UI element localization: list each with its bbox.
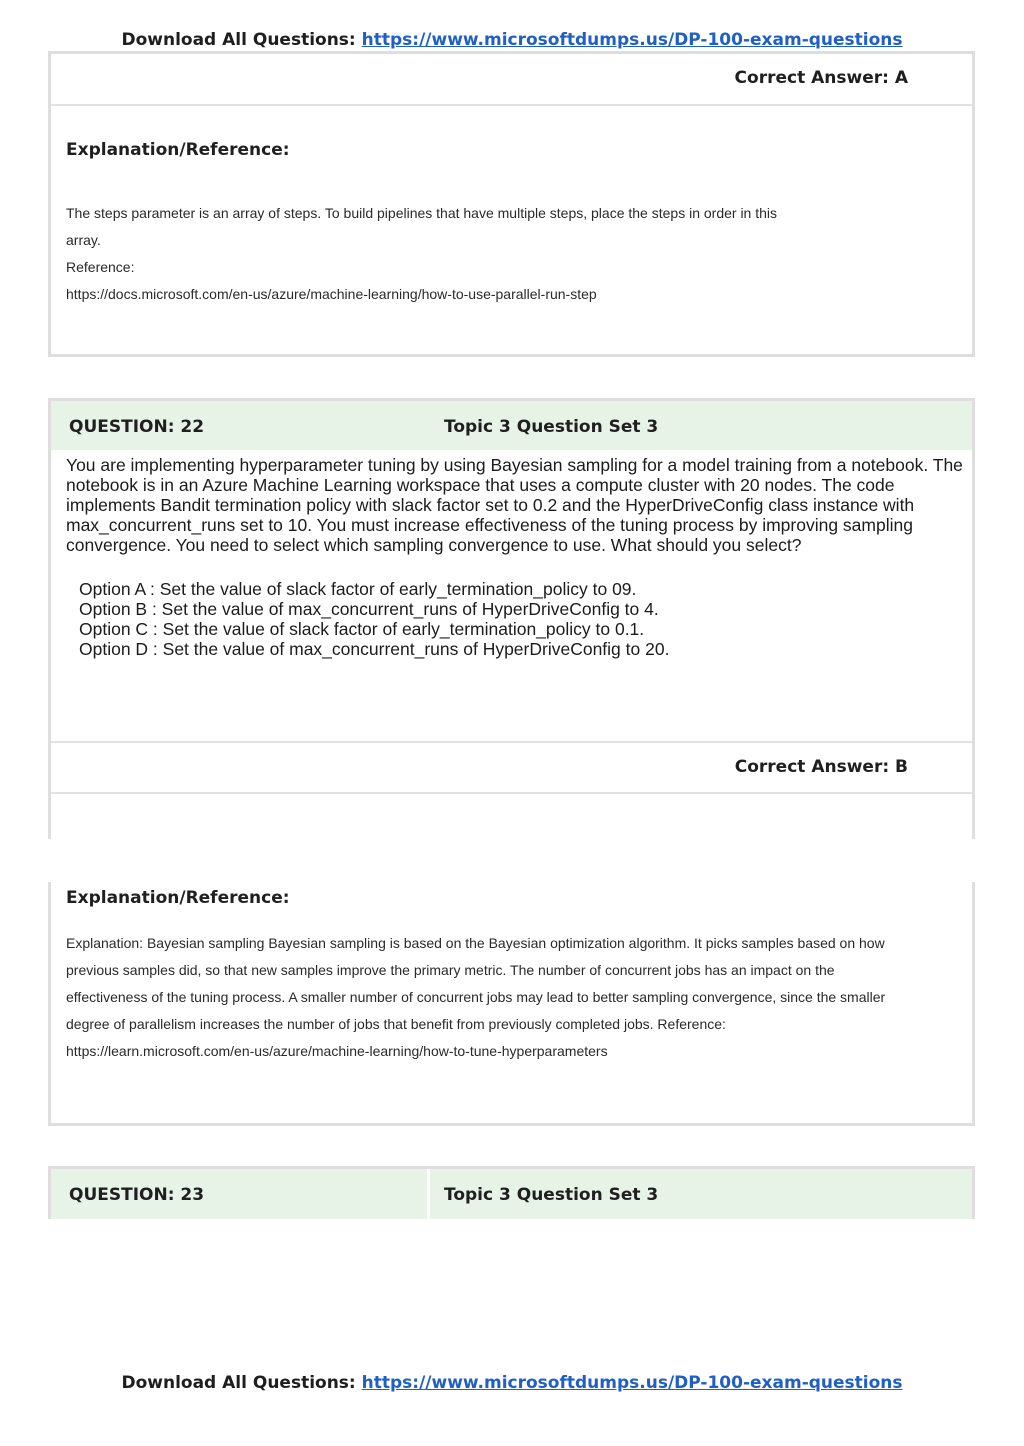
question-23-box	[48, 1166, 975, 1219]
footer-download-link[interactable]: https://www.microsoftdumps.us/DP-100-exam-questions	[361, 1373, 903, 1393]
explanation-line: degree of parallelism increases the number of jobs that benefit from previously completed jobs. Reference:	[66, 1016, 726, 1032]
question-line: notebook is in an Azure Machine Learning workspace that uses a compute cluster with 20 nodes. The code	[66, 475, 895, 495]
header-separator	[427, 1169, 430, 1219]
explanation-line: previous samples did, so that new samples improve the primary metric. The number of concurrent jobs has an impact on the	[66, 962, 835, 978]
explanation-text	[66, 200, 777, 308]
question-22-box	[48, 398, 975, 839]
option-a: Option A : Set the value of slack factor of early_termination_policy to 09.	[79, 579, 637, 599]
question-line: implements Bandit termination policy with slack factor set to 0.2 and the HyperDriveConfig class instance with	[66, 495, 915, 515]
question-22-explanation-box	[48, 882, 975, 1126]
explanation-line: Explanation: Bayesian sampling Bayesian sampling is based on the Bayesian optimization algorithm. It picks samples based on how	[66, 935, 885, 951]
divider	[51, 104, 972, 106]
question-topic: Topic 3 Question Set 3	[444, 1185, 659, 1205]
explanation-line: The steps parameter is an array of steps. To build pipelines that have multiple steps, place the steps in order in this	[66, 205, 778, 221]
correct-answer-a: Correct Answer: A	[734, 68, 908, 88]
option-d: Option D : Set the value of max_concurrent_runs of HyperDriveConfig to 20.	[79, 639, 670, 659]
explanation-text	[66, 930, 885, 1065]
reference-link[interactable]: https://docs.microsoft.com/en-us/azure/machine-learning/how-to-use-parallel-run-step	[66, 286, 597, 302]
reference-link[interactable]: https://learn.microsoft.com/en-us/azure/machine-learning/how-to-tune-hyperparameters	[66, 1043, 608, 1059]
question-line: max_concurrent_runs set to 10. You must increase effectiveness of the tuning process by improving sampling	[66, 515, 913, 535]
divider	[51, 792, 972, 794]
options-list	[79, 579, 669, 659]
question-number: QUESTION: 22	[69, 417, 205, 437]
question-number: QUESTION: 23	[69, 1185, 205, 1205]
question-23-header	[51, 1169, 972, 1219]
header-download-link[interactable]: https://www.microsoftdumps.us/DP-100-exam-questions	[361, 30, 903, 50]
question-22-header	[51, 401, 972, 450]
question-text	[66, 455, 963, 555]
previous-answer-box	[48, 51, 975, 357]
explanation-line: effectiveness of the tuning process. A smaller number of concurrent jobs may lead to better sampling convergence, since the smaller	[66, 989, 886, 1005]
explanation-line: Reference:	[66, 259, 135, 275]
header-download-label: Download All Questions:	[121, 30, 356, 50]
header-download-line	[0, 30, 1024, 50]
footer-download-line	[0, 1373, 1024, 1393]
question-topic: Topic 3 Question Set 3	[444, 417, 659, 437]
option-b: Option B : Set the value of max_concurrent_runs of HyperDriveConfig to 4.	[79, 599, 659, 619]
question-line: You are implementing hyperparameter tuning by using Bayesian sampling for a model training from a notebook. The	[66, 455, 963, 475]
option-c: Option C : Set the value of slack factor of early_termination_policy to 0.1.	[79, 619, 645, 639]
explanation-title: Explanation/Reference:	[66, 140, 290, 160]
explanation-title: Explanation/Reference:	[66, 888, 290, 908]
question-line: convergence. You need to select which sampling convergence to use. What should you select?	[66, 535, 802, 555]
correct-answer-b: Correct Answer: B	[734, 757, 908, 777]
divider	[51, 741, 972, 743]
footer-download-label: Download All Questions:	[121, 1373, 356, 1393]
explanation-line: array.	[66, 232, 101, 248]
